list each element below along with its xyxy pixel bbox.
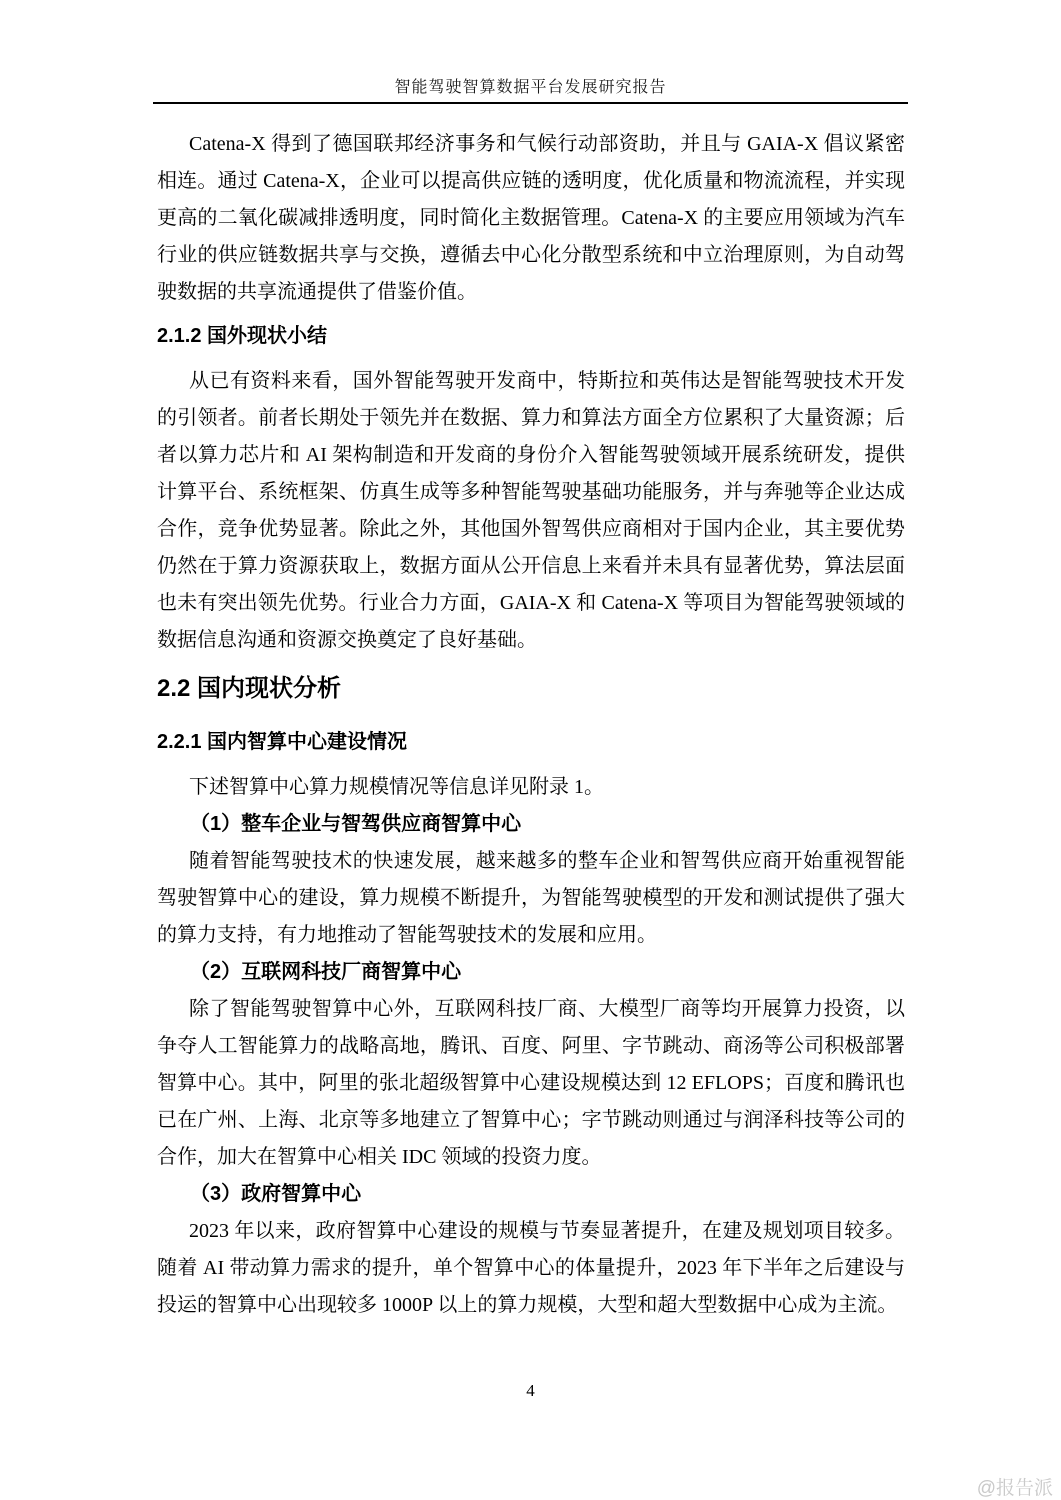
page-header-title: 智能驾驶智算数据平台发展研究报告: [394, 79, 667, 96]
paragraph-foreign-summary: 从已有资料来看，国外智能驾驶开发商中，特斯拉和英伟达是智能驾驶技术开发的引领者。前者长期处于领先并在数据、算力和算法方面全方位累积了大量资源；后者以算力芯片和 AI 架构制造和开发商的身份介入智能驾驶领域开展系统研发，提供计算平台、系统框架、仿真生成等多种智能驾驶基础功能服务，并与奔驰等企业达成合作，竞争优势显著。除此之外，其他国外智驾供应商相对于国内企业，其主要优势仍然在于算力资源获取上，数据方面从公开信息上来看并未具有显著优势，算法层面也未有突出领先优势。行业合力方面，GAIA-X 和 Catena-X 等项目为智能驾驶领域的数据信息沟通和资源交换奠定了良好基础。: [157, 370, 905, 651]
paragraph-catena-x: Catena-X 得到了德国联邦经济事务和气候行动部资助，并且与 GAIA-X 倡议紧密相连。通过 Catena-X，企业可以提高供应链的透明度，优化质量和物流流程，并实现更高的二氧化碳减排透明度，同时简化主数据管理。Catena-X 的主要应用领域为汽车行业的供应链数据共享与交换，遵循去中心化分散型系统和中立治理原则，为自动驾驶数据的共享流通提供了借鉴价值。: [157, 133, 905, 303]
paragraph-internet-centers: 除了智能驾驶智算中心外，互联网科技厂商、大模型厂商等均开展算力投资，以争夺人工智能算力的战略高地，腾讯、百度、阿里、字节跳动、商汤等公司积极部署智算中心。其中，阿里的张北超级智算中心建设规模达到 12 EFLOPS；百度和腾讯也已在广州、上海、北京等多地建立了智算中心；字节跳动则通过与润泽科技等公司的合作，加大在智算中心相关 IDC 领域的投资力度。: [157, 998, 905, 1168]
paragraph-appendix-note: 下述智算中心算力规模情况等信息详见附录 1。: [189, 776, 604, 798]
paragraph-oem-centers: 随着智能驾驶技术的快速发展，越来越多的整车企业和智驾供应商开始重视智能驾驶智算中心的建设，算力规模不断提升，为智能驾驶模型的开发和测试提供了强大的算力支持，有力地推动了智能驾驶技术的发展和应用。: [157, 850, 905, 946]
watermark-baogaopai: @报告派: [976, 1478, 1053, 1499]
paragraph-government-centers: 2023 年以来，政府智算中心建设的规模与节奏显著提升，在建及规划项目较多。随着 AI 带动算力需求的提升，单个智算中心的体量提升，2023 年下半年之后建设与投运的智算中心出现较多 1000P 以上的算力规模，大型和超大型数据中心成为主流。: [157, 1220, 905, 1316]
heading-2-1-2-foreign-summary: 2.1.2 国外现状小结: [157, 325, 328, 347]
heading-2-2-domestic-analysis: 2.2 国内现状分析: [157, 675, 342, 702]
heading-item1-oem-centers: （1）整车企业与智驾供应商智算中心: [190, 813, 522, 835]
page-number: 4: [526, 1381, 535, 1400]
heading-item2-internet-centers: （2）互联网科技厂商智算中心: [190, 961, 462, 983]
header-rule: [153, 102, 908, 104]
heading-item3-government-centers: （3）政府智算中心: [190, 1183, 362, 1205]
document-content: [157, 105, 905, 1324]
heading-2-2-1-domestic-centers: 2.2.1 国内智算中心建设情况: [157, 731, 408, 753]
